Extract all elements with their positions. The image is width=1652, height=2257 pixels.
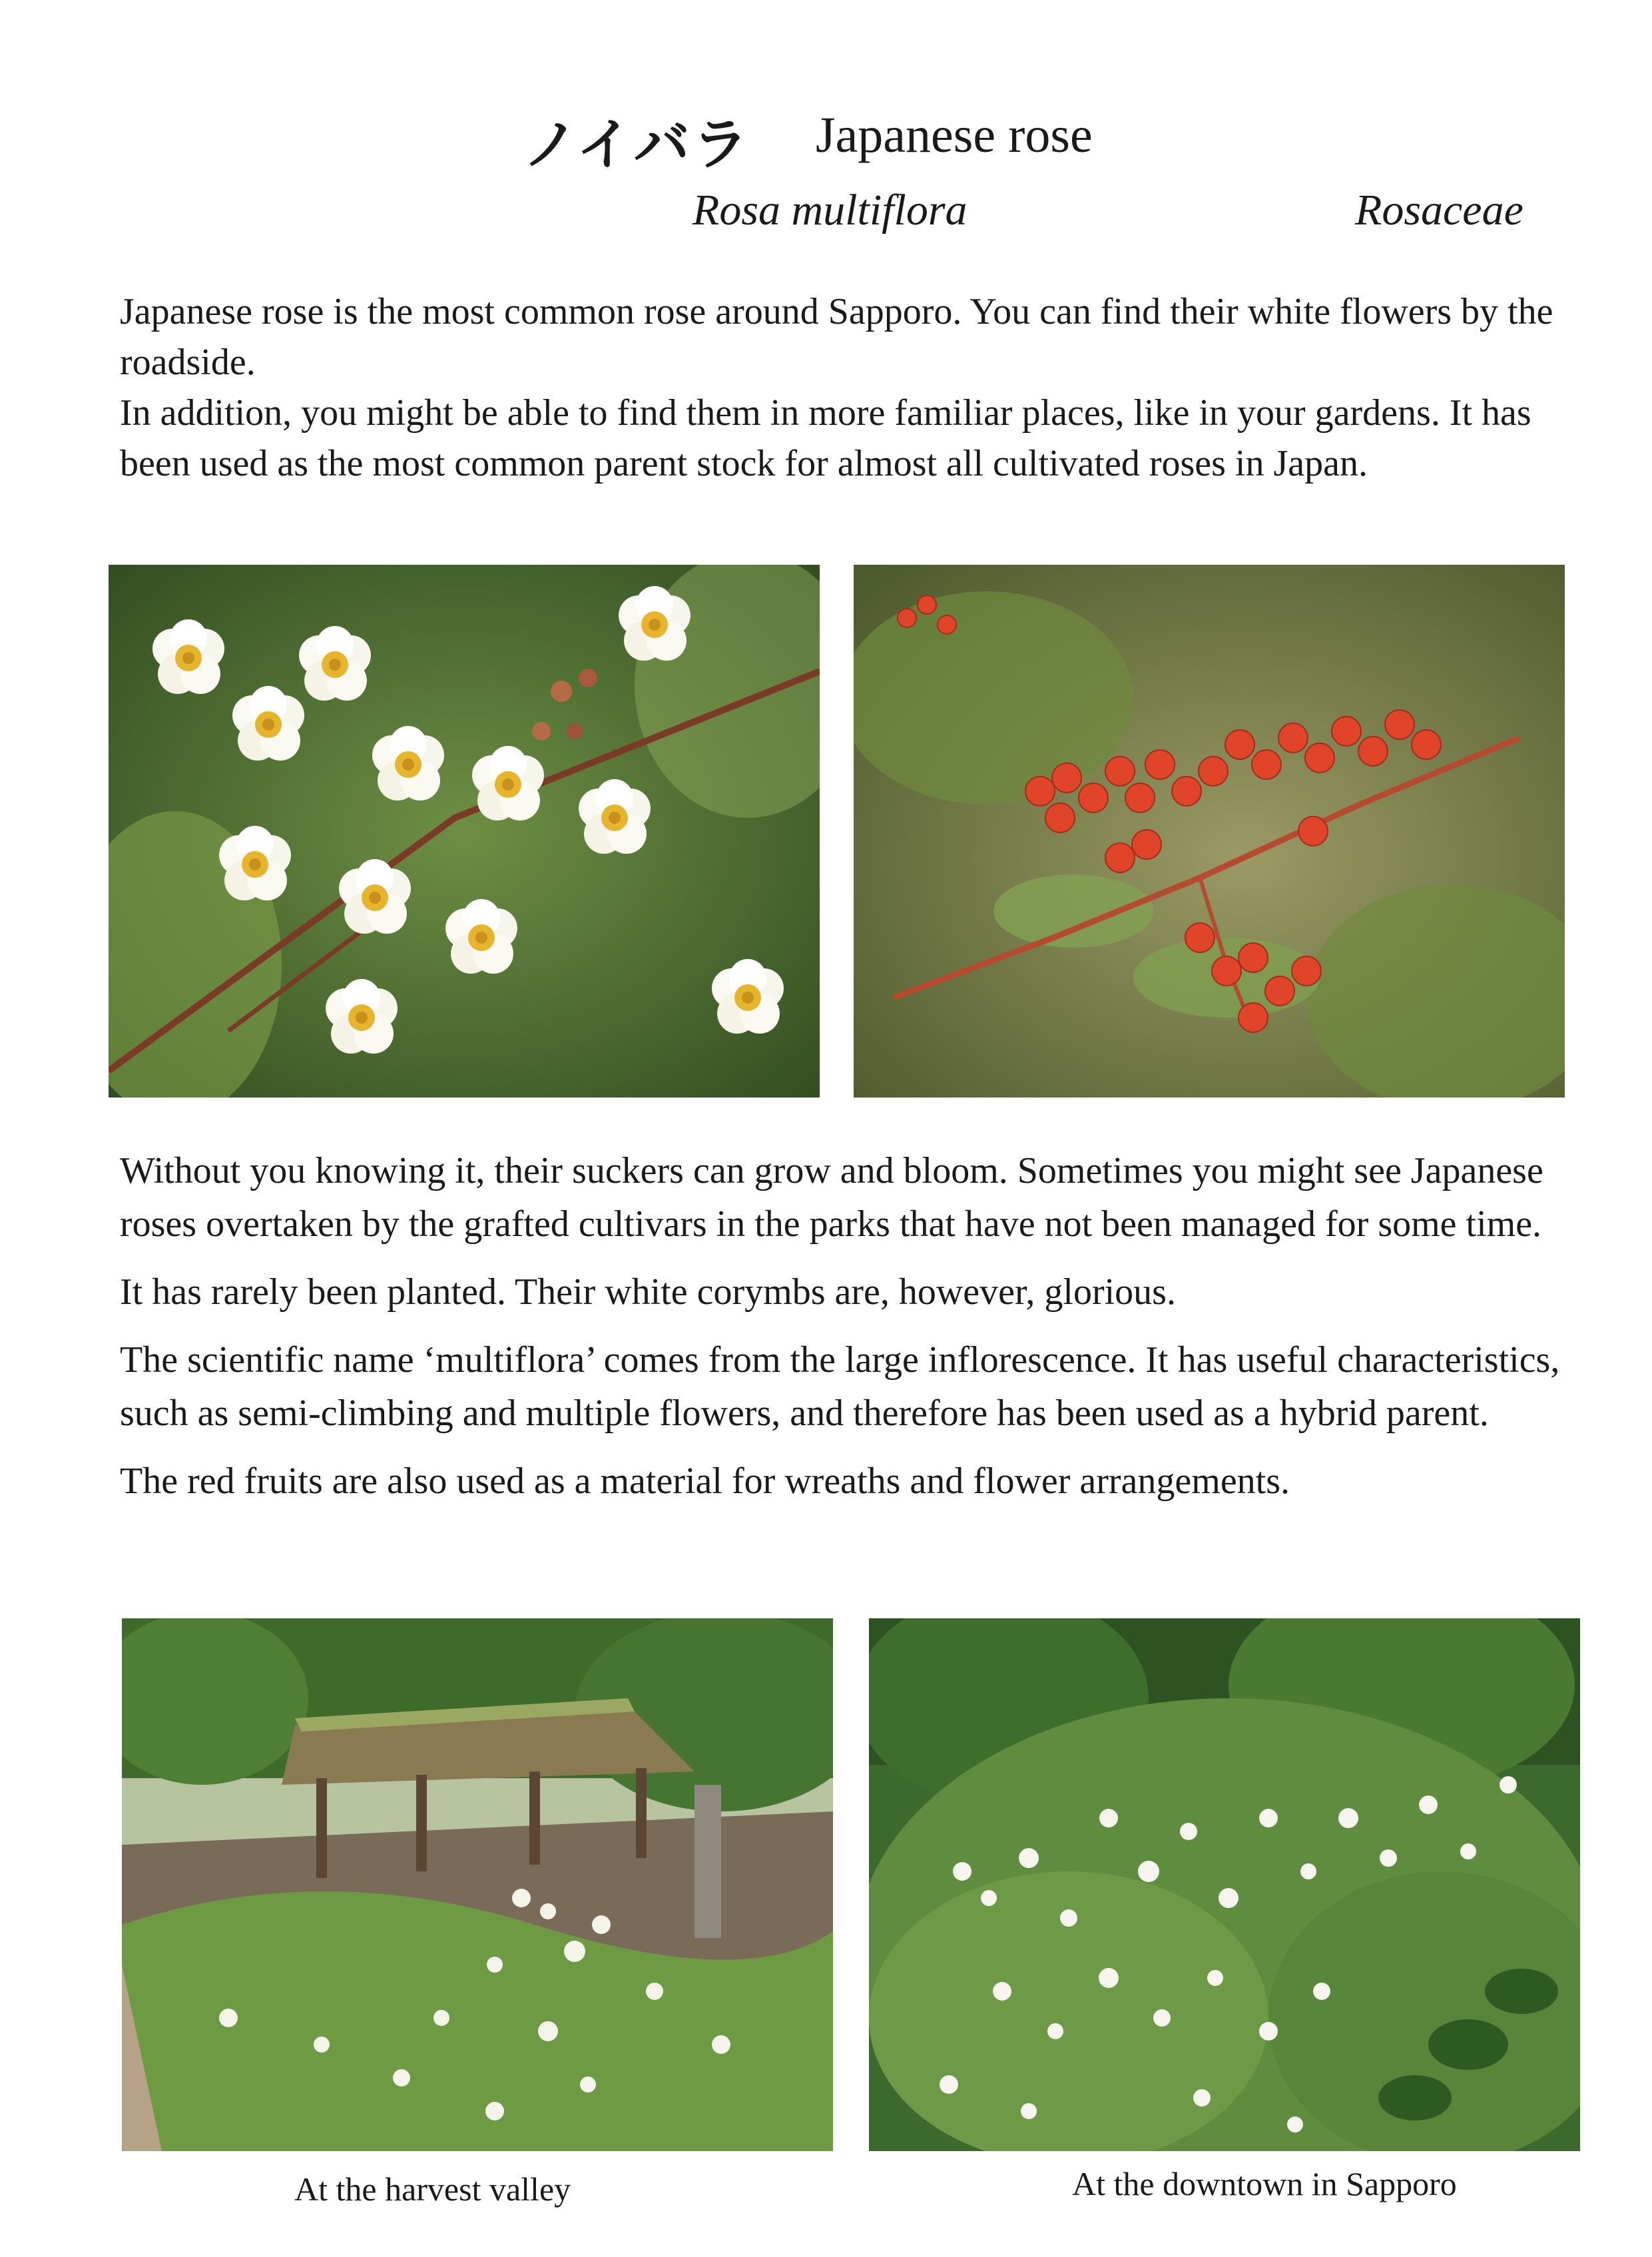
photo-white-flowers <box>109 565 820 1098</box>
photo-red-fruits <box>854 565 1565 1098</box>
body-paragraph: The scientific name ‘multiflora’ comes from the large inflorescence. It has useful characteristics, such as semi-climbing and multiple flowers, and therefore has been used as a hybrid parent. <box>120 1339 1560 1434</box>
body-paragraph: It has rarely been planted. Their white corymbs are, however, glorious. <box>120 1271 1176 1313</box>
intro-text <box>120 286 1571 489</box>
page-title-japanese: ノイバラ <box>523 112 751 177</box>
photo-downtown-sapporo <box>869 1618 1580 2151</box>
page-title-english: Japanese rose <box>816 107 1093 163</box>
caption-downtown-sapporo: At the downtown in Sapporo <box>1072 2165 1457 2202</box>
plant-family: Rosaceae <box>1355 186 1523 234</box>
body-paragraph: Without you knowing it, their suckers can grow and bloom. Sometimes you might see Japanese roses overtaken by the grafted cultivars in the parks that have not been managed for some time. <box>120 1150 1543 1245</box>
body-paragraph: The red fruits are also used as a material for wreaths and flower arrangements. <box>120 1460 1290 1502</box>
photo-harvest-valley <box>122 1618 833 2151</box>
intro-paragraph: Japanese rose is the most common rose around Sapporo. You can find their white flowers by the roadside. <box>120 291 1553 383</box>
body-text <box>120 1144 1571 1522</box>
caption-harvest-valley: At the harvest valley <box>294 2170 571 2208</box>
scientific-name: Rosa multiflora <box>692 186 967 234</box>
intro-paragraph: In addition, you might be able to find them in more familiar places, like in your gardens. It has been used as the most common parent stock for almost all cultivated roses in Japan. <box>120 392 1531 484</box>
